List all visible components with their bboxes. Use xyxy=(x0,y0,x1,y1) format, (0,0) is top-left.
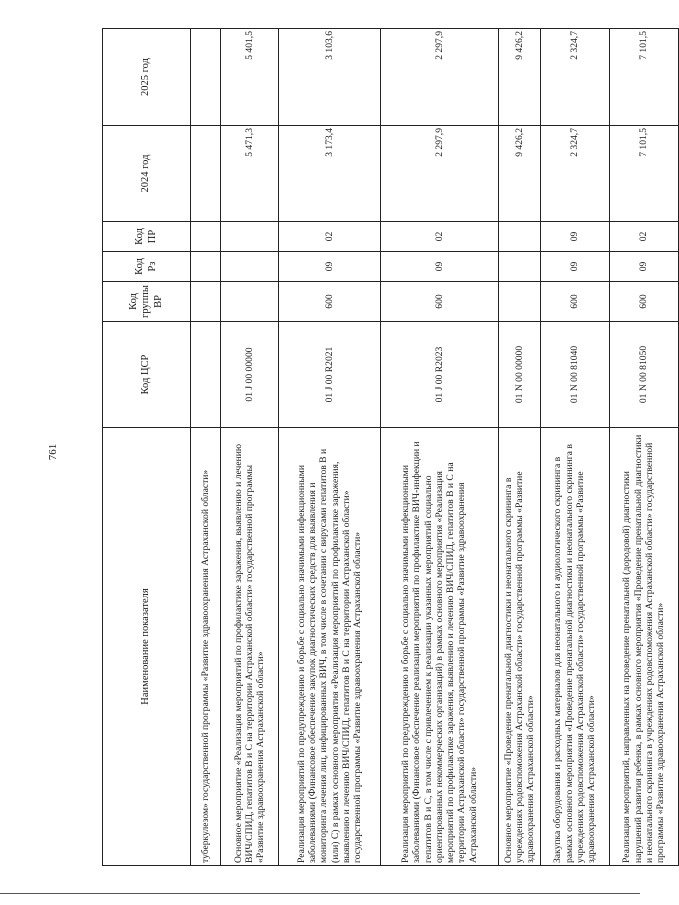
row-2024: 9 426,2 xyxy=(499,126,541,222)
row-rz: 09 xyxy=(279,252,381,282)
row-2025 xyxy=(191,29,221,126)
row-vr: 600 xyxy=(541,282,610,322)
header-vr: Код группы ВР xyxy=(103,282,191,322)
row-csr: 01 N 00 81040 xyxy=(541,322,610,428)
row-pr xyxy=(221,222,279,252)
header-rz: Код Рз xyxy=(103,252,191,282)
row-name: туберкулезом» государственной программы «Развитие здравоохранения Астраханской области» xyxy=(191,428,221,866)
row-csr xyxy=(191,322,221,428)
row-pr: 02 xyxy=(279,222,381,252)
table-row xyxy=(221,29,279,866)
row-csr: 01 N 00 00000 xyxy=(499,322,541,428)
table-row xyxy=(499,29,541,866)
row-vr xyxy=(221,282,279,322)
row-vr xyxy=(499,282,541,322)
row-pr xyxy=(191,222,221,252)
header-csr: Код ЦСР xyxy=(103,322,191,428)
header-pr: Код ПР xyxy=(103,222,191,252)
row-vr xyxy=(191,282,221,322)
table-row xyxy=(191,29,221,866)
row-2024 xyxy=(191,126,221,222)
row-pr: 02 xyxy=(381,222,499,252)
row-name: Реализация мероприятий по предупреждению и борьбе с социально значимыми инфекционными заболеваниями (Финансовое обеспечение закупок диагностических средств для выявления и мониторинга лечения лиц, инфицированных ВИЧ, в том числе в сочетании с вирусами гепатитов В и (или) С) в рамках основного мероприятия «Реализация мероприятий по профилактике заражения, выявлению и лечению ВИЧ/СПИД, гепатитов В и С на территории Астраханской области» государственной программы «Развитие здравоохранения Астраханской области» xyxy=(279,428,381,866)
table-header-row xyxy=(103,29,191,866)
header-name: Наименование показателя xyxy=(103,428,191,866)
budget-table-rotated xyxy=(102,29,667,866)
row-rz xyxy=(191,252,221,282)
scan-edge-line xyxy=(0,893,640,894)
row-2025: 7 101,5 xyxy=(610,29,679,126)
header-2024: 2024 год xyxy=(103,126,191,222)
table-row xyxy=(381,29,499,866)
row-2024: 5 471,3 xyxy=(221,126,279,222)
table-row xyxy=(279,29,381,866)
row-rz xyxy=(221,252,279,282)
row-csr: 01 J 00 R2021 xyxy=(279,322,381,428)
row-rz xyxy=(499,252,541,282)
row-vr: 600 xyxy=(610,282,679,322)
row-rz: 09 xyxy=(541,252,610,282)
row-rz: 09 xyxy=(381,252,499,282)
row-vr: 600 xyxy=(279,282,381,322)
row-2024: 2 324,7 xyxy=(541,126,610,222)
budget-table xyxy=(102,28,679,866)
table-row xyxy=(541,29,610,866)
row-pr: 02 xyxy=(610,222,679,252)
row-rz: 09 xyxy=(610,252,679,282)
row-name: Закупка оборудования и расходных материалов для неонатального и аудиологического скрининга в рамках основного мероприятия «Проведение пренатальной диагностики и неонатального скрининга в учреждениях родовспоможения Астраханской области» государственной программы «Развитие здравоохранения Астраханской области» xyxy=(541,428,610,866)
header-2025: 2025 год xyxy=(103,29,191,126)
row-name: Реализация мероприятий по предупреждению и борьбе с социально значимыми инфекционными заболеваниями (Финансовое обеспечение реализации мероприятий по профилактике ВИЧ-инфекции и гепатитов В и С, в том числе с привлечением к реализации указанных мероприятий социально ориентированных некоммерческих организаций) в рамках основного мероприятия «Реализация мероприятий по профилактике заражения, выявлению и лечению ВИЧ/СПИД, гепатитов В и С на территории Астраханской области» государственной программы «Развитие здравоохранения Астраханской области» xyxy=(381,428,499,866)
row-pr xyxy=(499,222,541,252)
row-2025: 2 297,9 xyxy=(381,29,499,126)
row-pr: 09 xyxy=(541,222,610,252)
row-2025: 3 103,6 xyxy=(279,29,381,126)
row-2024: 7 101,5 xyxy=(610,126,679,222)
row-2025: 2 324,7 xyxy=(541,29,610,126)
row-name: Реализация мероприятий, направленных на проведение пренатальной (дородовой) диагностики нарушений развития ребенка, в рамках основного мероприятия «Проведение пренатальной диагностики и неонатального скрининга в учреждениях родовспоможения Астраханской области» государственной программы «Развитие здравоохранения Астраханской области» xyxy=(610,428,679,866)
row-2024: 3 173,4 xyxy=(279,126,381,222)
row-csr: 01 J 00 00000 xyxy=(221,322,279,428)
page-number: 761 xyxy=(47,443,59,461)
table-row xyxy=(610,29,679,866)
row-name: Основное мероприятие «Реализация мероприятий по профилактике заражения, выявлению и лечению ВИЧ/СПИД, гепатитов В и С на территории Астраханской области» государственной программы «Развитие здравоохранения Астраханской области» xyxy=(221,428,279,866)
row-csr: 01 J 00 R2023 xyxy=(381,322,499,428)
row-2024: 2 297,9 xyxy=(381,126,499,222)
row-2025: 9 426,2 xyxy=(499,29,541,126)
row-name: Основное мероприятие «Проведение пренатальной диагностики и неонатального скрининга в учреждениях родовспоможения Астраханской области» государственной программы «Развитие здравоохранения Астраханской области» xyxy=(499,428,541,866)
row-vr: 600 xyxy=(381,282,499,322)
row-2025: 5 401,5 xyxy=(221,29,279,126)
row-csr: 01 N 00 81050 xyxy=(610,322,679,428)
